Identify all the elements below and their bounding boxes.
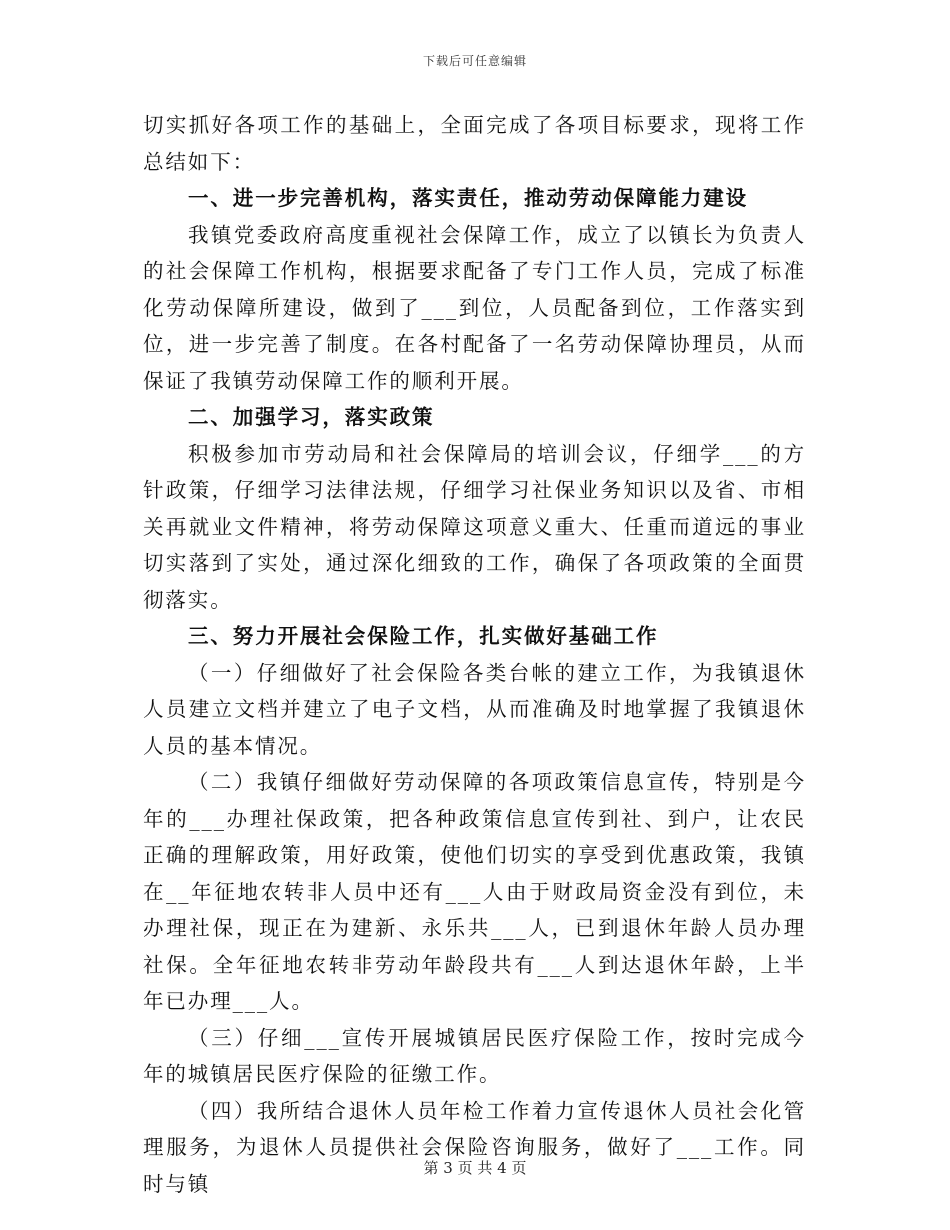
paragraph-item-1: （一）仔细做好了社会保险各类台帐的建立工作，为我镇退休人员建立文档并建立了电子文档，从而准确及时地掌握了我镇退休人员的基本情况。 <box>143 660 806 758</box>
paragraph-item-2: （二）我镇仔细做好劳动保障的各项政策信息宣传，特别是今年的___办理社保政策，把各种政策信息宣传到社、到户，让农民正确的理解政策，用好政策，使他们切实的享受到优惠政策，我镇在__年征地农转非人员中还有___人由于财政局资金没有到位，未办理社保，现正在为建新、永乐共___人，已到退休年龄人员办理社保。全年征地农转非劳动年龄段共有___人到达退休年龄，上半年已办理___人。 <box>143 770 806 1013</box>
paragraph-section-1: 我镇党委政府高度重视社会保障工作，成立了以镇长为负责人的社会保障工作机构，根据要求配备了专门工作人员，完成了标准化劳动保障所建设，做到了___到位，人员配备到位，工作落实到位，进一步完善了制度。在各村配备了一名劳动保障协理员，从而保证了我镇劳动保障工作的顺利开展。 <box>143 222 806 393</box>
page-header: 下载后可任意编辑 <box>422 54 527 68</box>
section-heading-2: 二、加强学习，落实政策 <box>188 405 435 429</box>
section-heading-1: 一、进一步完善机构，落实责任，推动劳动保障能力建设 <box>188 186 748 210</box>
paragraph-item-4: （四）我所结合退休人员年检工作着力宣传退休人员社会化管理服务，为退休人员提供社会保险咨询服务，做好了___工作。同时与镇 <box>143 1098 806 1196</box>
paragraph-item-3: （三）仔细___宣传开展城镇居民医疗保险工作，按时完成今年的城镇居民医疗保险的征缴工作。 <box>143 1025 806 1086</box>
paragraph-section-2: 积极参加市劳动局和社会保障局的培训会议，仔细学___的方针政策，仔细学习法律法规，仔细学习社保业务知识以及省、市相关再就业文件精神，将劳动保障这项意义重大、任重而道远的事业切实落到了实处，通过深化细致的工作，确保了各项政策的全面贯彻落实。 <box>143 441 806 612</box>
page-footer: 第 3 页 共 4 页 <box>423 1159 527 1177</box>
paragraph-intro: 切实抓好各项工作的基础上，全面完成了各项目标要求，现将工作总结如下： <box>143 113 806 174</box>
document-body <box>143 107 806 1202</box>
section-heading-3: 三、努力开展社会保险工作，扎实做好基础工作 <box>188 624 659 648</box>
